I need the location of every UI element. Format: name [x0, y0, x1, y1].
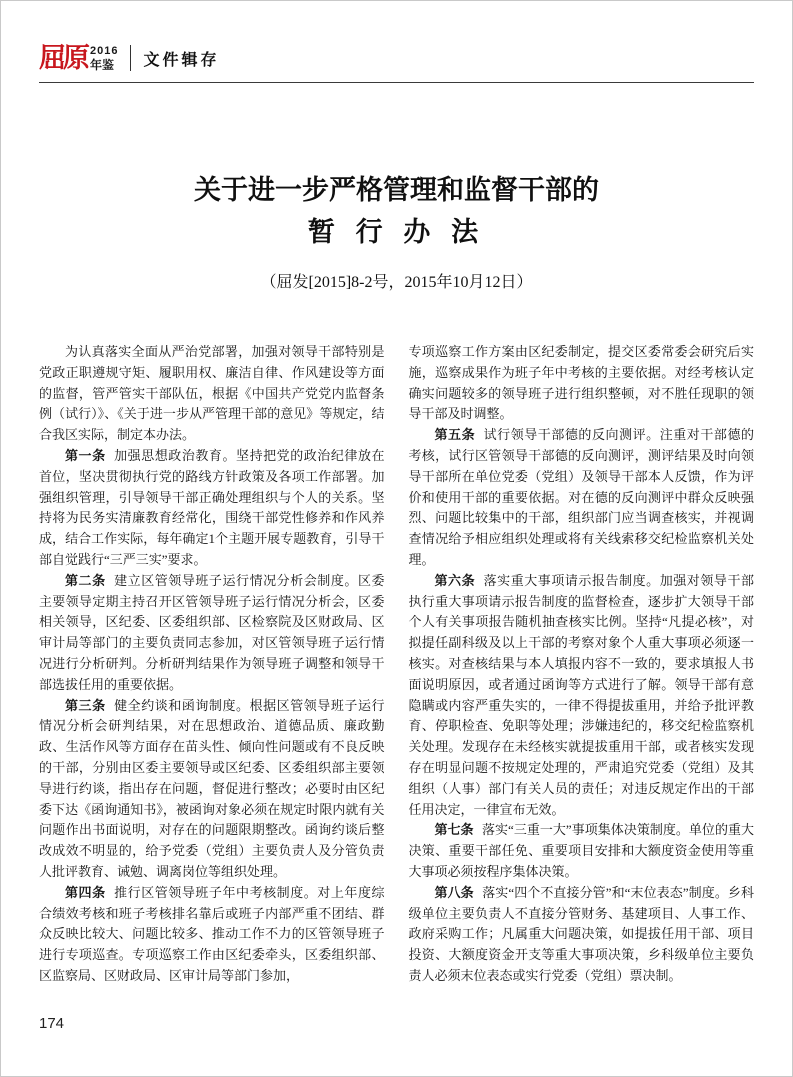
- paragraph-text: 落实“三重一大”事项集体决策制度。单位的重大决策、重要干部任免、重要项目安排和大额度资金使用等重大事项必须按程序集体决策。: [408, 822, 754, 879]
- paragraph-text: 落实“四个不直接分管”和“末位表态”制度。乡科级单位主要负责人不直接分管财务、基建项目、人事工作、政府采购工作；凡属重大问题决策，如提拔任用干部、项目投资、大额度资金开支等重大事项决策，乡科级单位主要负责人必须末位表态或实行党委（党组）票决制。: [408, 884, 754, 983]
- right-column: [409, 342, 755, 987]
- paragraph-intro: [39, 342, 385, 446]
- two-column-text: [39, 342, 754, 987]
- article-number: 第八条: [434, 884, 474, 900]
- article-number: 第三条: [65, 697, 106, 713]
- paragraph-text: 专项巡察工作方案由区纪委制定，提交区委常委会研究后实施，巡察成果作为班子年中考核的主要依据。对经考核认定确实问题较多的领导班子进行组织整顿，对不胜任现职的领导干部及时调整。: [408, 344, 754, 422]
- paragraph-article-8: [409, 883, 755, 987]
- header-divider: [130, 45, 131, 71]
- paragraph-article-7: [409, 820, 755, 882]
- section-title: 文件辑存: [143, 51, 220, 69]
- paragraph-text: 建立区管领导班子运行情况分析会制度。区委主要领导定期主持召开区管领导班子运行情况分析会，区委相关领导，区纪委、区委组织部、区检察院及区财政局、区审计局等部门的主要负责同志参加，对区管领导班子运行情况进行分析研判。分析研判结果作为领导班子调整和领导干部选拔任用的重要依据。: [39, 572, 385, 692]
- paragraph-article-5: [409, 425, 755, 571]
- yearbook-label: 年鉴: [90, 57, 115, 72]
- page-header: [39, 41, 754, 83]
- article-number: 第七条: [434, 822, 474, 838]
- document-reference: （屈发[2015]8-2号，2015年10月12日）: [260, 274, 533, 291]
- paragraph-article-3: [39, 696, 385, 883]
- document-title: [39, 169, 754, 253]
- paragraph-article-6: [409, 571, 755, 821]
- article-number: 第四条: [65, 884, 106, 900]
- article-number: 第二条: [65, 572, 106, 588]
- page-number: 174: [39, 1015, 65, 1032]
- paragraph-text: 推行区管领导班子年中考核制度。对上年度综合绩效考核和班子考核排名靠后或班子内部严重不团结、群众反映比较大、问题比较多、推动工作不力的区管领导班子进行专项巡查。专项巡察工作由区纪委牵头，区委组织部、区监察局、区财政局、区审计局等部门参加，: [39, 884, 385, 983]
- article-number: 第一条: [65, 447, 106, 463]
- article-number: 第六条: [434, 572, 476, 588]
- document-body: [39, 169, 754, 987]
- paragraph-text: 加强思想政治教育。坚持把党的政治纪律放在首位，坚决贯彻执行党的路线方针政策及各项工作部署。加强组织管理，引导领导干部正确处理组织与个人的关系。坚持将为民务实清廉教育经常化，围绕干部党性修养和作风养成，结合工作实际，每年确定1个主题开展专题教育，引导干部自觉践行“三严三实”要求。: [39, 447, 385, 567]
- left-column: [39, 342, 385, 987]
- paragraph-article-4-continuation: [409, 342, 755, 425]
- yearbook-year: 2016: [90, 44, 119, 57]
- yearbook-logo-side: [90, 45, 118, 72]
- article-number: 第五条: [434, 427, 476, 443]
- yearbook-brand: [39, 41, 754, 75]
- paragraph-text: 为认真落实全面从严治党部署，加强对领导干部特别是党政正职遵规守矩、履职用权、廉洁自律、作风建设等方面的监督，管严管实干部队伍，根据《中国共产党党内监督条例（试行）》、《关于进一步从严管理干部的意见》等规定，结合我区实际，制定本办法。: [39, 344, 385, 443]
- paragraph-text: 落实重大事项请示报告制度。加强对领导干部执行重大事项请示报告制度的监督检查，逐步扩大领导干部个人有关事项报告随机抽查核实比例。坚持“凡提必核”，对拟提任副科级及以上干部的考察对象个人重大事项必须逐一核实。对查核结果与本人填报内容不一致的，要求填报人书面说明原因，或者通过函询等方式进行了解。领导干部有意隐瞒或内容严重失实的，一律不得提拔重用，并给予批评教育、停职检查、免职等处理；涉嫌违纪的，移交纪检监察机关处理。发现存在未经核实就提拔重用干部，或者核实发现存在明显问题不按规定处理的，严肃追究党委（党组）及其组织（人事）部门有关人员的责任；对违反规定作出的干部任用决定，一律宣布无效。: [408, 572, 754, 817]
- document-title-line2: 暂 行 办 法: [307, 217, 486, 247]
- paragraph-text: 试行领导干部德的反向测评。注重对干部德的考核，试行区管领导干部德的反向测评，测评结果及时向领导干部所在单位党委（党组）及领导干部本人反馈，作为评价和使用干部的重要依据。对在德的反向测评中群众反映强烈、问题比较集中的干部，组织部门应当调查核实，并视调查情况给予相应组织处理或将有关线索移交纪检监察机关处理。: [408, 427, 754, 567]
- paragraph-text: 健全约谈和函询制度。根据区管领导班子运行情况分析会研判结果，对在思想政治、道德品质、廉政勤政、生活作风等方面存在苗头性、倾向性问题或有不良反映的干部，分别由区委主要领导或区纪委、区委组织部主要领导进行约谈，指出存在问题，督促进行整改；必要时由区纪委下达《函询通知书》，被函询对象必须在规定时限内就有关问题作出书面说明，对存在的问题限期整改。函询约谈后整改成效不明显的，给予党委（党组）主要负责人及分管负责人批评教育、诫勉、调离岗位等组织处理。: [39, 697, 385, 879]
- paragraph-article-1: [39, 446, 385, 571]
- header-rule: [39, 82, 754, 83]
- paragraph-article-4: [39, 883, 385, 987]
- document-title-line1: 关于进一步严格管理和监督干部的: [194, 175, 599, 205]
- paragraph-article-2: [39, 571, 385, 696]
- yearbook-logo: 屈原: [39, 42, 87, 74]
